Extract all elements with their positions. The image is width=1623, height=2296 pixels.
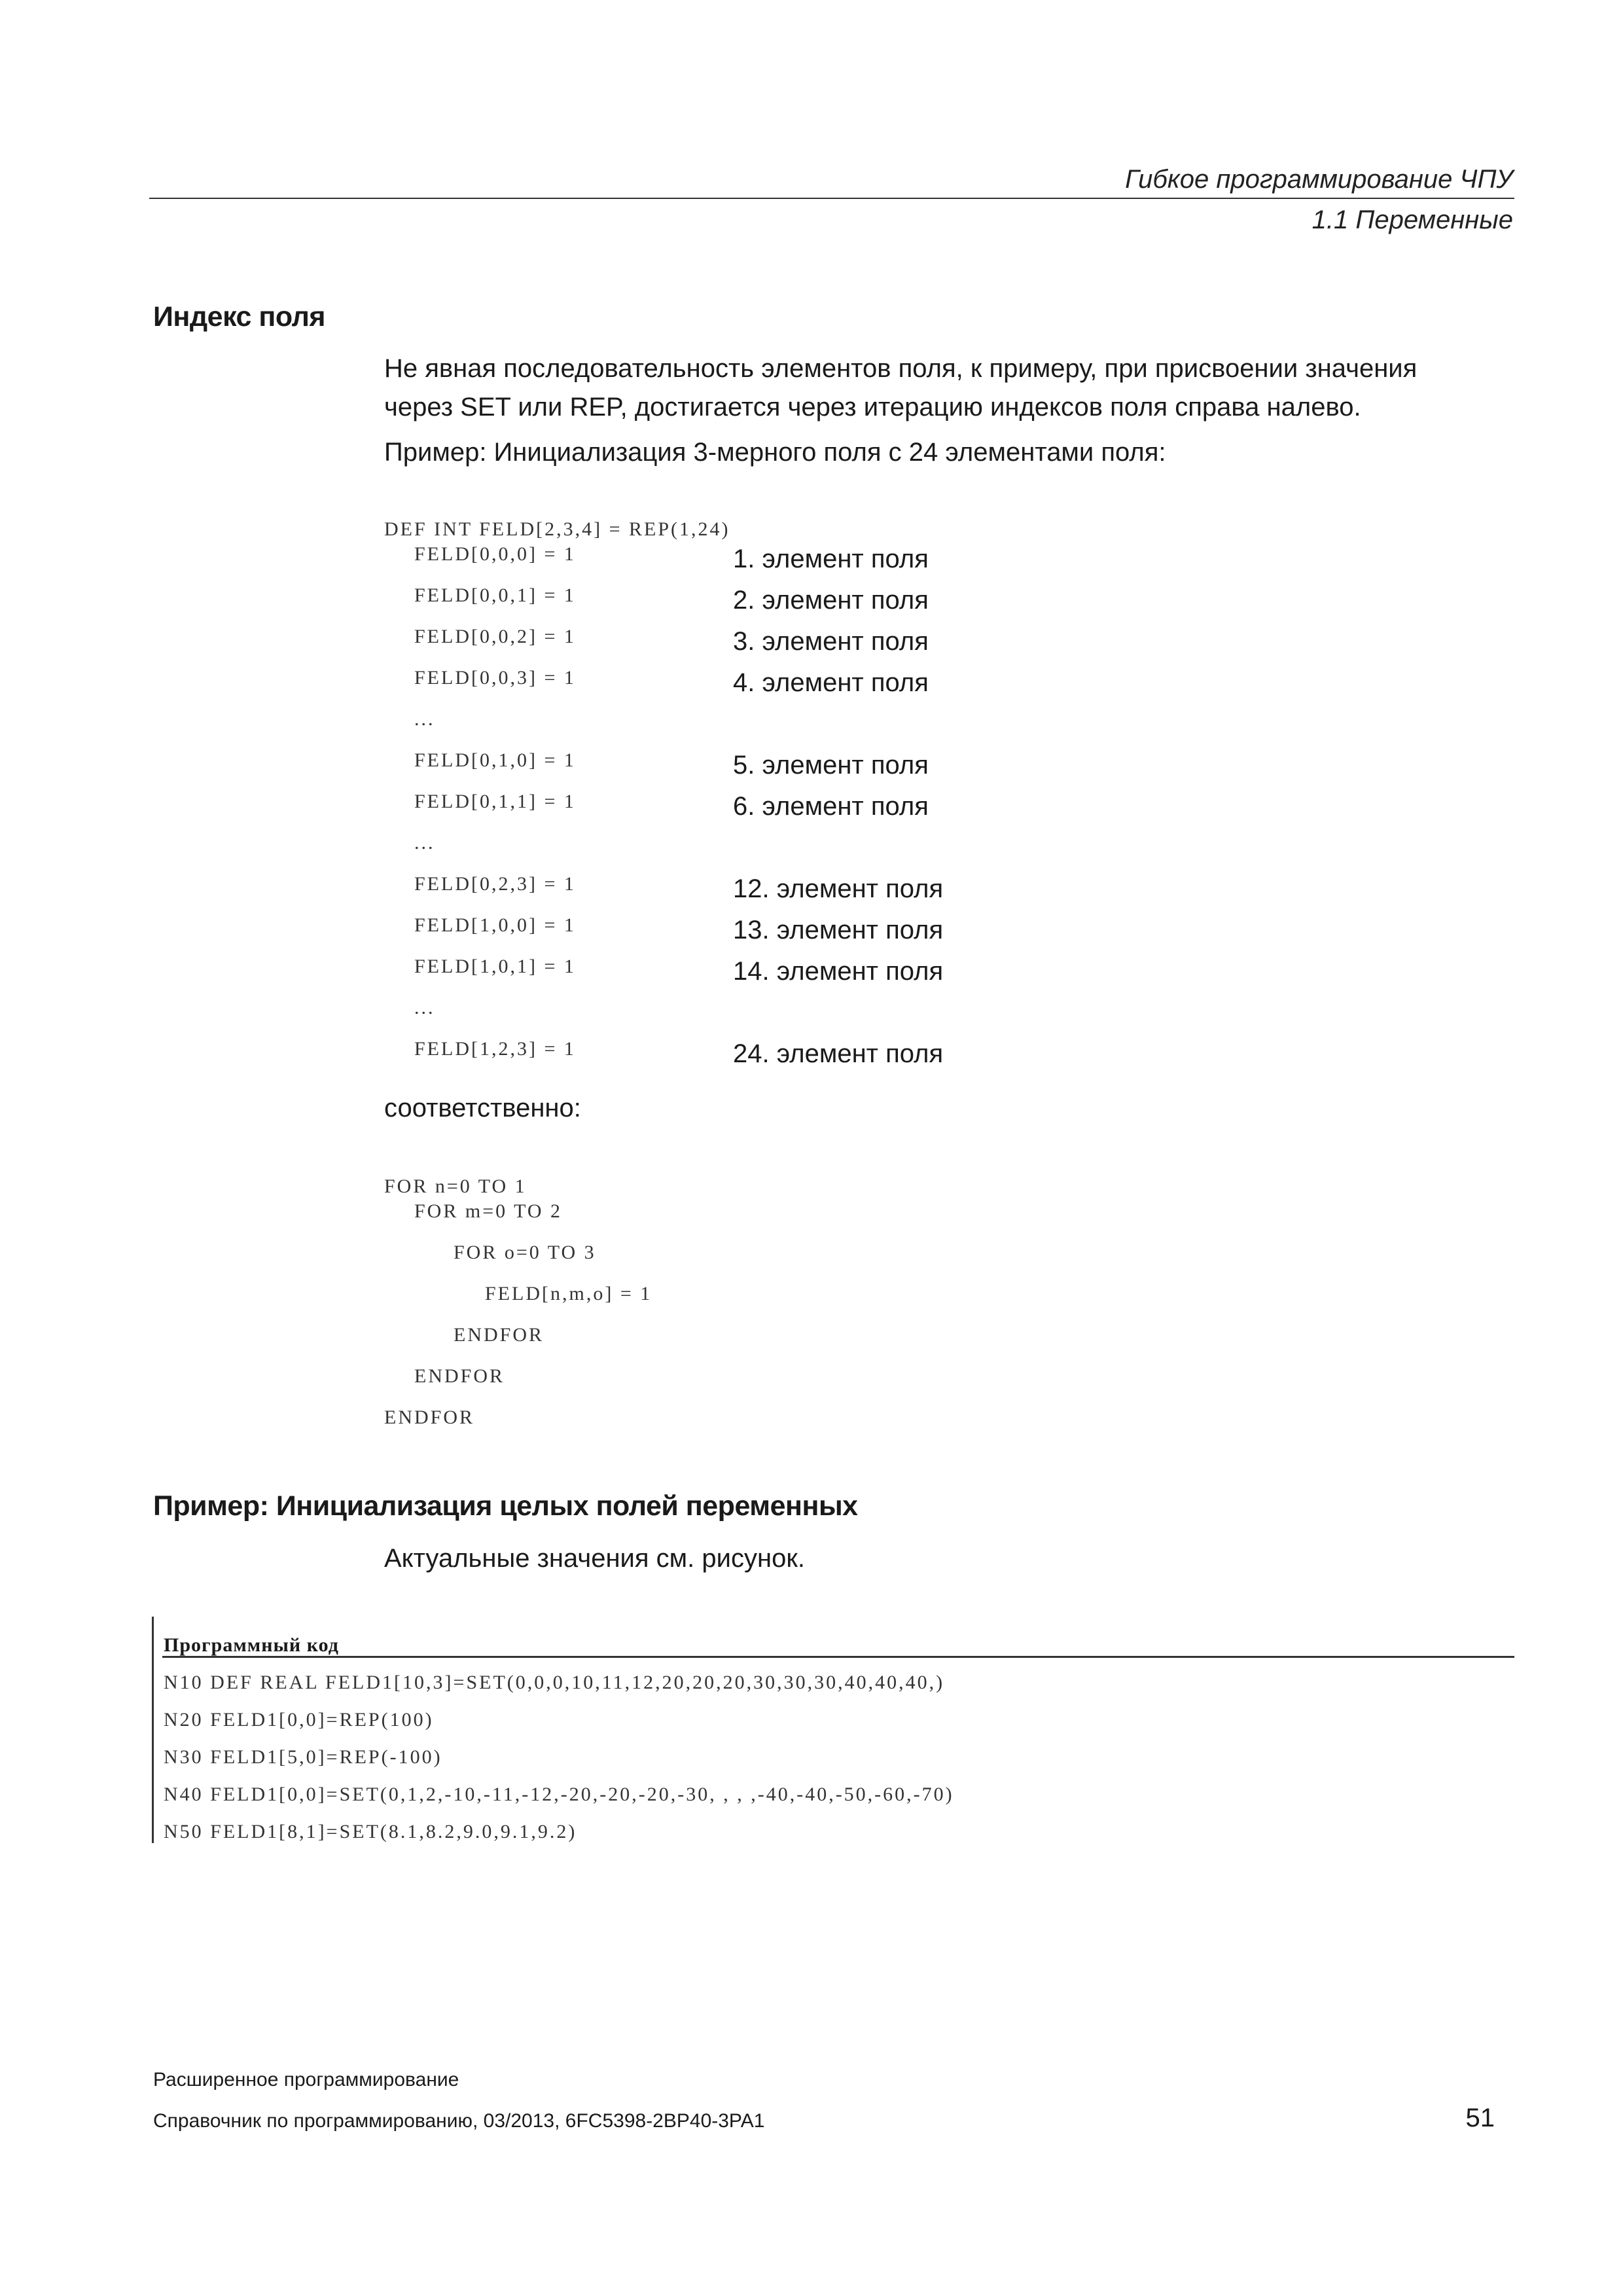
respectively-label: соответственно: [384,1094,581,1122]
code-row: FELD[0,1,0] = 1 [414,749,576,771]
table-row: N10 DEF REAL FELD1[10,3]=SET(0,0,0,10,11,12,20,20,20,30,30,30,40,40,40,) [164,1672,945,1693]
header-chapter: Гибкое программирование ЧПУ [1125,165,1513,194]
example-intro: Пример: Инициализация 3-мерного поля с 24 элементами поля: [384,438,1166,467]
loop-line: FELD[n,m,o] = 1 [485,1283,652,1304]
code-ellipsis: ... [414,708,435,730]
table-header: Программный код [164,1634,339,1656]
table-header-rule [162,1656,1514,1658]
page-number: 51 [1465,2104,1495,2132]
element-comment: 3. элемент поля [733,627,929,656]
code-row: FELD[1,0,0] = 1 [414,914,576,936]
element-comment: 2. элемент поля [733,586,929,615]
code-row: FELD[0,0,0] = 1 [414,543,576,565]
loop-line: ENDFOR [414,1365,505,1387]
code-row: FELD[0,0,1] = 1 [414,584,576,606]
loop-line: ENDFOR [454,1324,544,1346]
actual-values-note: Актуальные значения см. рисунок. [384,1544,805,1573]
table-row: N50 FELD1[8,1]=SET(8.1,8.2,9.0,9.1,9.2) [164,1821,577,1842]
section-heading-init-example: Пример: Инициализация целых полей переменных [153,1490,858,1522]
element-comment: 6. элемент поля [733,792,929,821]
table-left-bar [152,1617,154,1843]
code-row: FELD[1,0,1] = 1 [414,956,576,977]
code-row: FELD[1,2,3] = 1 [414,1038,576,1060]
element-comment: 14. элемент поля [733,957,944,986]
table-row: N40 FELD1[0,0]=SET(0,1,2,-10,-11,-12,-20,-20,-20,-30, , , ,-40,-40,-50,-60,-70) [164,1784,954,1805]
loop-line: FOR m=0 TO 2 [414,1200,563,1222]
element-comment: 5. элемент поля [733,751,929,780]
element-comment: 13. элемент поля [733,916,944,944]
code-row: FELD[0,2,3] = 1 [414,873,576,895]
section-heading-array-index: Индекс поля [153,301,325,332]
element-comment: 4. элемент поля [733,668,929,697]
header-section: 1.1 Переменные [1311,206,1513,234]
header-rule [149,198,1514,199]
element-comment: 24. элемент поля [733,1039,944,1068]
code-ellipsis: ... [414,832,435,853]
loop-line: FOR o=0 TO 3 [454,1242,596,1263]
code-row: FELD[0,0,2] = 1 [414,626,576,647]
element-comment: 1. элемент поля [733,545,929,573]
code-ellipsis: ... [414,997,435,1018]
code-def-line: DEF INT FELD[2,3,4] = REP(1,24) [384,518,730,540]
footer-book-title: Расширенное программирование [153,2069,459,2090]
paragraph-line-1: Не явная последовательность элементов поля, к примеру, при присвоении значения [384,354,1418,383]
footer-reference: Справочник по программированию, 03/2013, 6FC5398-2BP40-3PA1 [153,2110,765,2132]
loop-line: FOR n=0 TO 1 [384,1175,527,1197]
paragraph-line-2: через SET или REP, достигается через итерацию индексов поля справа налево. [384,393,1361,422]
code-row: FELD[0,0,3] = 1 [414,667,576,689]
code-row: FELD[0,1,1] = 1 [414,791,576,812]
loop-line: ENDFOR [384,1407,475,1428]
table-row: N30 FELD1[5,0]=REP(-100) [164,1746,442,1768]
table-row: N20 FELD1[0,0]=REP(100) [164,1709,434,1731]
element-comment: 12. элемент поля [733,874,944,903]
